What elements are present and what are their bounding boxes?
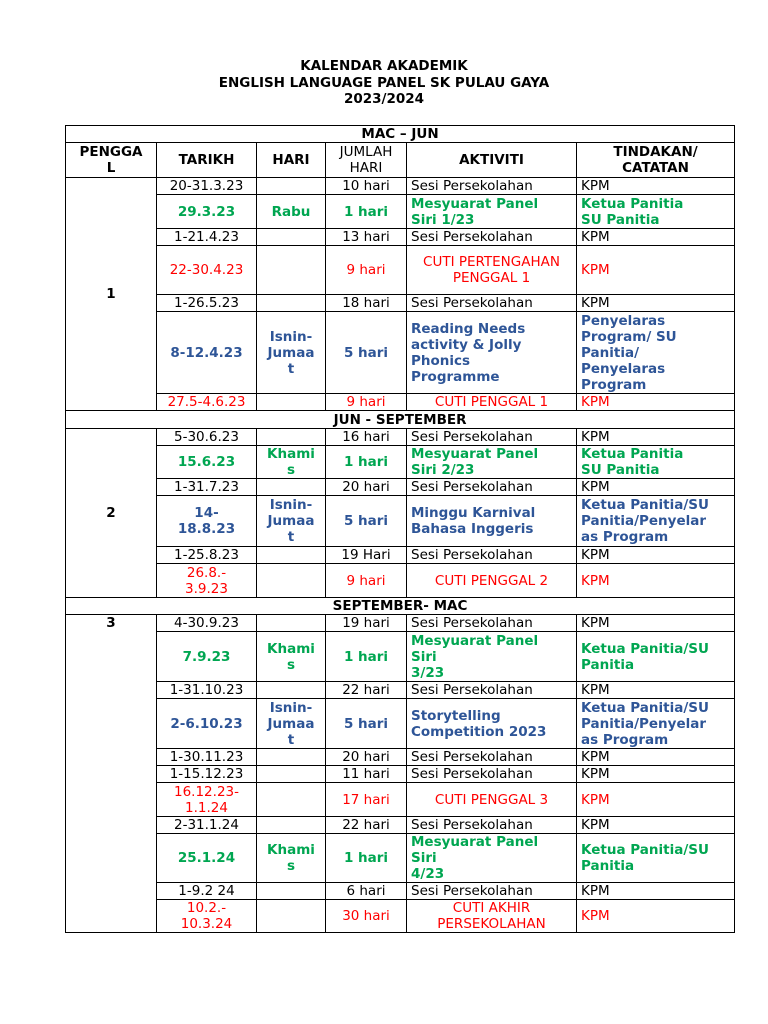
table-row: [66, 699, 735, 749]
tindakan-cell: KPM: [577, 783, 735, 817]
tarikh-cell: 1-31.7.23: [157, 479, 257, 496]
tarikh-cell: 25.1.24: [157, 834, 257, 883]
heading-panel: ENGLISH LANGUAGE PANEL SK PULAU GAYA: [218, 74, 550, 91]
tindakan-cell: Ketua Panitia/SU Panitia: [577, 632, 735, 682]
column-header-hari: HARI: [257, 143, 326, 178]
table-row: [66, 682, 735, 699]
aktiviti-cell: CUTI PENGGAL 1: [407, 394, 577, 411]
aktiviti-cell: Mesyuarat Panel Siri 4/23: [407, 834, 577, 883]
penggal-cell: 2: [66, 429, 157, 598]
hari-cell: [257, 394, 326, 411]
tarikh-cell: 1-21.4.23: [157, 229, 257, 246]
tarikh-cell: 26.8.- 3.9.23: [157, 564, 257, 598]
tindakan-cell: KPM: [577, 682, 735, 699]
hari-cell: Khami s: [257, 632, 326, 682]
tarikh-cell: 29.3.23: [157, 195, 257, 229]
aktiviti-cell: Sesi Persekolahan: [407, 883, 577, 900]
tarikh-cell: 1-26.5.23: [157, 295, 257, 312]
aktiviti-cell: Sesi Persekolahan: [407, 229, 577, 246]
hari-cell: [257, 547, 326, 564]
tarikh-cell: 4-30.9.23: [157, 615, 257, 632]
column-header-penggal: PENGGA L: [66, 143, 157, 178]
aktiviti-cell: Minggu Karnival Bahasa Inggeris: [407, 496, 577, 547]
tarikh-cell: 5-30.6.23: [157, 429, 257, 446]
penggal-cell: 3: [66, 615, 157, 933]
hari-cell: Isnin- Jumaa t: [257, 312, 326, 394]
tindakan-cell: KPM: [577, 178, 735, 195]
section-title: JUN - SEPTEMBER: [66, 411, 735, 429]
table-row: [66, 547, 735, 564]
tindakan-cell: KPM: [577, 615, 735, 632]
tindakan-cell: Ketua Panitia/SU Panitia/Penyelar as Program: [577, 496, 735, 547]
tindakan-cell: Ketua Panitia/SU Panitia: [577, 834, 735, 883]
jumlah-cell: 9 hari: [326, 394, 407, 411]
hari-cell: Khami s: [257, 834, 326, 883]
heading-year: 2023/2024: [343, 91, 425, 107]
hari-cell: [257, 246, 326, 295]
hari-cell: [257, 564, 326, 598]
tindakan-cell: KPM: [577, 229, 735, 246]
table-row: [66, 195, 735, 229]
document-heading: [0, 58, 768, 108]
aktiviti-cell: CUTI PENGGAL 2: [407, 564, 577, 598]
hari-cell: [257, 749, 326, 766]
column-header-tarikh: TARIKH: [157, 143, 257, 178]
aktiviti-cell: Sesi Persekolahan: [407, 295, 577, 312]
table-row: [66, 429, 735, 446]
hari-cell: [257, 229, 326, 246]
jumlah-cell: 1 hari: [326, 446, 407, 479]
tindakan-cell: KPM: [577, 766, 735, 783]
section-title: SEPTEMBER- MAC: [66, 598, 735, 615]
tarikh-cell: 27.5-4.6.23: [157, 394, 257, 411]
table-row: [66, 883, 735, 900]
table-row: [66, 496, 735, 547]
aktiviti-cell: CUTI AKHIR PERSEKOLAHAN: [407, 900, 577, 933]
jumlah-cell: 17 hari: [326, 783, 407, 817]
jumlah-cell: 11 hari: [326, 766, 407, 783]
tarikh-cell: 1-25.8.23: [157, 547, 257, 564]
table-row: [66, 783, 735, 817]
column-header-tindakan: TINDAKAN/ CATATAN: [577, 143, 735, 178]
tarikh-cell: 2-6.10.23: [157, 699, 257, 749]
hari-cell: [257, 682, 326, 699]
hari-cell: [257, 429, 326, 446]
section-row-3: [66, 598, 735, 615]
jumlah-cell: 22 hari: [326, 817, 407, 834]
table-row: [66, 178, 735, 195]
hari-cell: [257, 766, 326, 783]
jumlah-cell: 5 hari: [326, 496, 407, 547]
aktiviti-cell: Sesi Persekolahan: [407, 682, 577, 699]
tindakan-cell: KPM: [577, 749, 735, 766]
table-row: [66, 615, 735, 632]
table-row: [66, 295, 735, 312]
aktiviti-cell: Reading Needs activity & Jolly Phonics Programme: [407, 312, 577, 394]
penggal-cell: 1: [66, 178, 157, 411]
tindakan-cell: KPM: [577, 547, 735, 564]
tarikh-cell: 1-9.2 24: [157, 883, 257, 900]
column-header-aktiviti: AKTIVITI: [407, 143, 577, 178]
tarikh-cell: 22-30.4.23: [157, 246, 257, 295]
tindakan-cell: KPM: [577, 564, 735, 598]
tindakan-cell: KPM: [577, 295, 735, 312]
tindakan-cell: Ketua Panitia SU Panitia: [577, 446, 735, 479]
aktiviti-cell: Mesyuarat Panel Siri 3/23: [407, 632, 577, 682]
tindakan-cell: Ketua Panitia SU Panitia: [577, 195, 735, 229]
jumlah-cell: 22 hari: [326, 682, 407, 699]
table-row: [66, 564, 735, 598]
hari-cell: Isnin- Jumaa t: [257, 699, 326, 749]
hari-cell: [257, 883, 326, 900]
aktiviti-cell: Sesi Persekolahan: [407, 178, 577, 195]
aktiviti-cell: Sesi Persekolahan: [407, 766, 577, 783]
jumlah-cell: 18 hari: [326, 295, 407, 312]
table-row: [66, 246, 735, 295]
hari-cell: Khami s: [257, 446, 326, 479]
heading-title: KALENDAR AKADEMIK: [300, 58, 468, 74]
tarikh-cell: 1-31.10.23: [157, 682, 257, 699]
calendar-table: [65, 125, 735, 933]
table-row: [66, 632, 735, 682]
jumlah-cell: 30 hari: [326, 900, 407, 933]
hari-cell: [257, 615, 326, 632]
hari-cell: [257, 479, 326, 496]
aktiviti-cell: Mesyuarat Panel Siri 1/23: [407, 195, 577, 229]
jumlah-cell: 20 hari: [326, 749, 407, 766]
table-row: [66, 900, 735, 933]
tarikh-cell: 2-31.1.24: [157, 817, 257, 834]
aktiviti-cell: Sesi Persekolahan: [407, 479, 577, 496]
jumlah-cell: 19 hari: [326, 615, 407, 632]
jumlah-cell: 1 hari: [326, 632, 407, 682]
hari-cell: [257, 900, 326, 933]
hari-cell: Rabu: [257, 195, 326, 229]
hari-cell: [257, 783, 326, 817]
tarikh-cell: 8-12.4.23: [157, 312, 257, 394]
aktiviti-cell: CUTI PENGGAL 3: [407, 783, 577, 817]
tarikh-cell: 1-15.12.23: [157, 766, 257, 783]
jumlah-cell: 20 hari: [326, 479, 407, 496]
tindakan-cell: KPM: [577, 429, 735, 446]
hari-cell: [257, 178, 326, 195]
tarikh-cell: 10.2.- 10.3.24: [157, 900, 257, 933]
table-row: [66, 229, 735, 246]
table-row: [66, 766, 735, 783]
tindakan-cell: KPM: [577, 246, 735, 295]
aktiviti-cell: Sesi Persekolahan: [407, 429, 577, 446]
tindakan-cell: KPM: [577, 883, 735, 900]
calendar-body: [66, 126, 735, 933]
jumlah-cell: 5 hari: [326, 312, 407, 394]
table-row: [66, 312, 735, 394]
jumlah-cell: 6 hari: [326, 883, 407, 900]
section-row-1: [66, 126, 735, 143]
hari-cell: [257, 817, 326, 834]
section-title: MAC – JUN: [66, 126, 735, 143]
tarikh-cell: 15.6.23: [157, 446, 257, 479]
aktiviti-cell: Sesi Persekolahan: [407, 817, 577, 834]
tindakan-cell: Penyelaras Program/ SU Panitia/ Penyelaras Program: [577, 312, 735, 394]
tarikh-cell: 7.9.23: [157, 632, 257, 682]
table-row: [66, 817, 735, 834]
jumlah-cell: 9 hari: [326, 564, 407, 598]
aktiviti-cell: Mesyuarat Panel Siri 2/23: [407, 446, 577, 479]
table-row: [66, 749, 735, 766]
jumlah-cell: 1 hari: [326, 195, 407, 229]
jumlah-cell: 5 hari: [326, 699, 407, 749]
jumlah-cell: 13 hari: [326, 229, 407, 246]
table-row: [66, 834, 735, 883]
jumlah-cell: 9 hari: [326, 246, 407, 295]
section-row-2: [66, 411, 735, 429]
table-row: [66, 479, 735, 496]
tindakan-cell: KPM: [577, 817, 735, 834]
aktiviti-cell: Sesi Persekolahan: [407, 547, 577, 564]
jumlah-cell: 1 hari: [326, 834, 407, 883]
tindakan-cell: KPM: [577, 900, 735, 933]
header-row: [66, 143, 735, 178]
column-header-jumlah: JUMLAH HARI: [326, 143, 407, 178]
jumlah-cell: 19 Hari: [326, 547, 407, 564]
table-row: [66, 394, 735, 411]
jumlah-cell: 16 hari: [326, 429, 407, 446]
tindakan-cell: KPM: [577, 394, 735, 411]
tarikh-cell: 14- 18.8.23: [157, 496, 257, 547]
tindakan-cell: KPM: [577, 479, 735, 496]
aktiviti-cell: Sesi Persekolahan: [407, 615, 577, 632]
jumlah-cell: 10 hari: [326, 178, 407, 195]
tarikh-cell: 1-30.11.23: [157, 749, 257, 766]
table-row: [66, 446, 735, 479]
hari-cell: Isnin- Jumaa t: [257, 496, 326, 547]
tarikh-cell: 16.12.23- 1.1.24: [157, 783, 257, 817]
aktiviti-cell: Sesi Persekolahan: [407, 749, 577, 766]
tindakan-cell: Ketua Panitia/SU Panitia/Penyelar as Program: [577, 699, 735, 749]
hari-cell: [257, 295, 326, 312]
aktiviti-cell: Storytelling Competition 2023: [407, 699, 577, 749]
tarikh-cell: 20-31.3.23: [157, 178, 257, 195]
aktiviti-cell: CUTI PERTENGAHAN PENGGAL 1: [407, 246, 577, 295]
